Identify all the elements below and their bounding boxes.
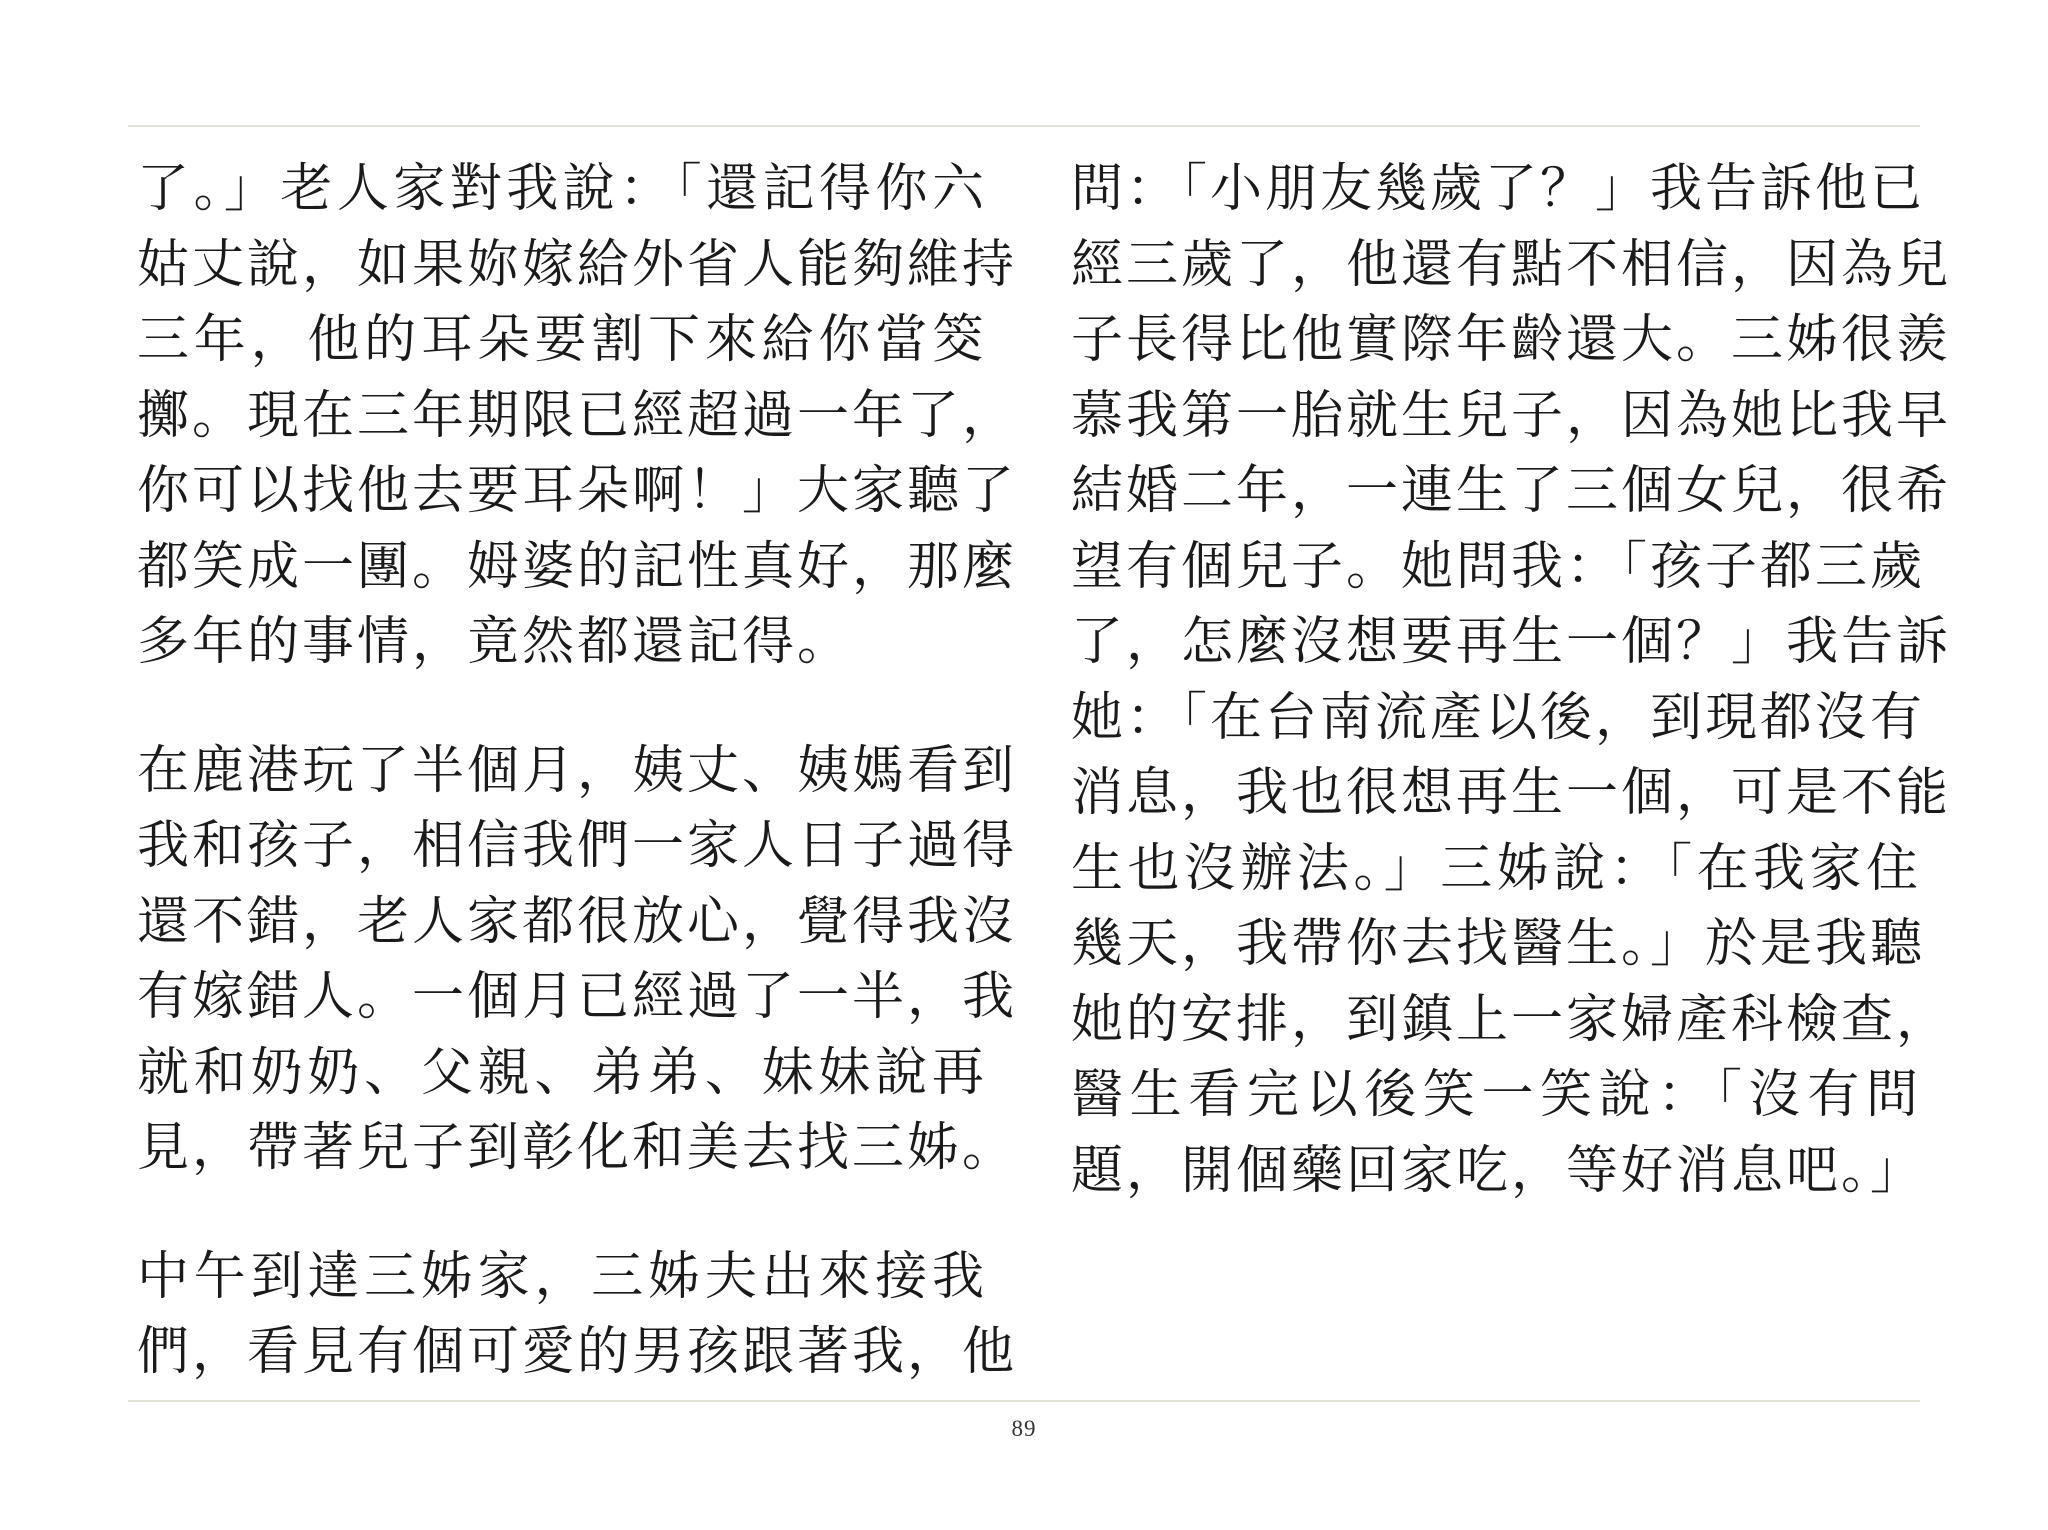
text-line: 她的安排，到鎮上一家婦產科檢查， — [1071, 989, 1952, 1050]
text-line: 們，看見有個可愛的男孩跟著我，他 — [137, 1322, 1018, 1382]
text-line: 還不錯，老人家都很放心，覺得我沒 — [137, 891, 1018, 952]
text-line: 她：「在台南流產以後，到現都沒有 — [1071, 687, 1926, 748]
text-line: 醫生看完以後笑一笑說：「沒有問 — [1071, 1065, 1921, 1125]
footer-rule — [128, 1400, 1920, 1402]
left-text-column — [137, 152, 1018, 1391]
text-line: 在鹿港玩了半個月，姨丈、姨媽看到 — [137, 740, 1018, 801]
text-line: 慕我第一胎就生兒子，因為她比我早 — [1071, 385, 1952, 446]
text-line: 消息，我也很想再生一個，可是不能 — [1071, 763, 1952, 823]
text-line: 見，帶著兒子到彰化和美去找三姊。 — [137, 1118, 1018, 1178]
text-line: 了，怎麼沒想要再生一個？」我告訴 — [1071, 612, 1952, 672]
text-line: 你可以找他去要耳朵啊！」大家聽了 — [137, 461, 1018, 521]
text-line: 都笑成一團。姆婆的記性真好，那麼 — [137, 536, 1018, 597]
text-line: 三年，他的耳朵要割下來給你當筊 — [137, 310, 987, 370]
text-line: 就和奶奶、父親、弟弟、妹妹說再 — [137, 1042, 987, 1103]
text-line: 問：「小朋友幾歲了？」我告訴他已 — [1071, 159, 1926, 219]
text-line: 結婚二年，一連生了三個女兒，很希 — [1071, 461, 1952, 521]
text-line: 幾天，我帶你去找醫生。」於是我聽 — [1071, 914, 1926, 974]
text-line: 子長得比他實際年齡還大。三姊很羨 — [1071, 310, 1952, 370]
right-text-column — [1071, 152, 1952, 1209]
page-number: 89 — [1011, 1416, 1037, 1441]
paragraph — [137, 734, 1018, 1187]
text-line: 望有個兒子。她問我：「孩子都三歲 — [1071, 536, 1926, 597]
text-line: 中午到達三姊家，三姊夫出來接我 — [137, 1246, 987, 1307]
paragraph-gap — [137, 681, 987, 734]
paragraph-gap — [137, 1187, 987, 1240]
text-line: 姑丈說，如果妳嫁給外省人能夠維持 — [137, 234, 1018, 295]
text-line: 了。」老人家對我說：「還記得你六 — [137, 159, 987, 219]
text-line: 經三歲了，他還有點不相信，因為兒 — [1071, 234, 1952, 295]
paragraph — [137, 1240, 1018, 1391]
text-line: 擲。現在三年期限已經超過一年了， — [137, 385, 1018, 446]
text-line: 題，開個藥回家吃，等好消息吧。」 — [1071, 1140, 1926, 1201]
text-line: 生也沒辦法。」三姊說：「在我家住 — [1071, 838, 1921, 899]
text-line: 我和孩子，相信我們一家人日子過得 — [137, 816, 1018, 876]
paragraph — [137, 152, 1018, 681]
paragraph — [1071, 152, 1952, 1209]
text-line: 多年的事情，竟然都還記得。 — [137, 612, 853, 672]
text-line: 有嫁錯人。一個月已經過了一半，我 — [137, 967, 1018, 1027]
header-rule — [128, 125, 1920, 127]
